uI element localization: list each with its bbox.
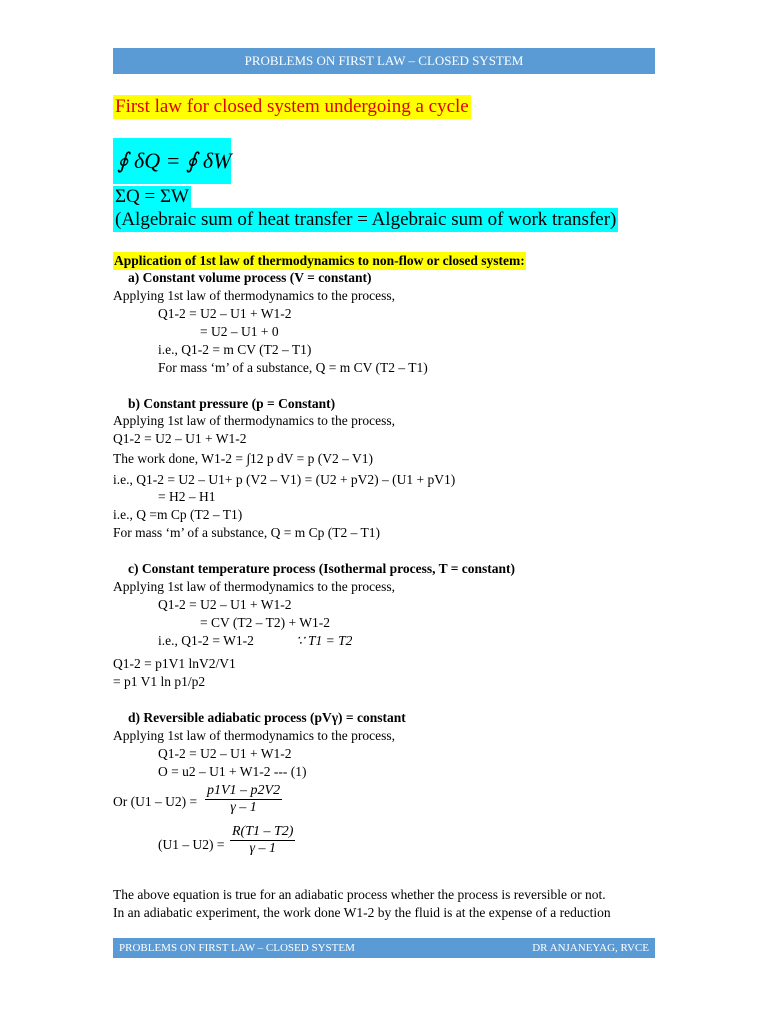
- section-a-line-4: For mass ‘m’ of a substance, Q = m CV (T2 – T1): [158, 360, 428, 375]
- fraction-2-denominator: γ – 1: [249, 841, 276, 856]
- section-d-or-label: Or (U1 – U2) =: [113, 794, 198, 809]
- cycle-integral: [113, 138, 231, 184]
- fraction-2: [230, 824, 295, 857]
- section-c-line-1: Q1-2 = U2 – U1 + W1-2: [158, 597, 292, 612]
- section-d-line-2: O = u2 – U1 + W1-2 --- (1): [158, 764, 307, 779]
- section-c-line-5: Q1-2 = p1V1 lnV2/V1: [113, 656, 236, 671]
- section-c-line-3: i.e., Q1-2 = W1-2: [158, 633, 254, 648]
- section-a-title: a) Constant volume process (V = constant): [128, 270, 372, 285]
- application-title: [113, 252, 526, 270]
- section-b-line-4: = H2 – H1: [158, 489, 216, 504]
- cycle-sum-text: ΣQ = ΣW: [115, 186, 189, 207]
- header-title: PROBLEMS ON FIRST LAW – CLOSED SYSTEM: [244, 53, 524, 68]
- section-b-line-5: i.e., Q =m Cp (T2 – T1): [113, 507, 243, 522]
- section-c-apply: Applying 1st law of thermodynamics to the process,: [113, 579, 395, 594]
- section-c-line-4: ∵ T1 = T2: [296, 633, 353, 648]
- cycle-note: [113, 208, 618, 232]
- section-b-title: b) Constant pressure (p = Constant): [128, 396, 336, 411]
- section-b-line-1: Q1-2 = U2 – U1 + W1-2: [113, 431, 247, 446]
- fraction-1-numerator: p1V1 – p2V2: [207, 783, 281, 798]
- section-b-line-6: For mass ‘m’ of a substance, Q = m Cp (T2 – T1): [113, 525, 380, 540]
- section-d-fraction-1: [205, 783, 282, 816]
- footer-left: PROBLEMS ON FIRST LAW – CLOSED SYSTEM: [119, 942, 355, 954]
- section-c-line-2: = CV (T2 – T2) + W1-2: [200, 615, 330, 630]
- section-d-fraction-2: [230, 824, 295, 857]
- section-d-title: d) Reversible adiabatic process (pVγ) = constant: [128, 710, 406, 725]
- paragraph-line-2: In an adiabatic experiment, the work done W1-2 by the fluid is at the expense of a reduction: [113, 905, 611, 920]
- cycle-integral-text: ∮ δQ = ∮ δW: [117, 148, 232, 173]
- section-d-line-1: Q1-2 = U2 – U1 + W1-2: [158, 746, 292, 761]
- fraction-2-numerator: R(T1 – T2): [232, 824, 294, 839]
- application-title-text: Application of 1st law of thermodynamics to non-flow or closed system:: [114, 253, 525, 268]
- footer-right: DR ANJANEYAG, RVCE: [532, 942, 649, 954]
- section-b-line-3: i.e., Q1-2 = U2 – U1+ p (V2 – V1) = (U2 + pV2) – (U1 + pV1): [113, 472, 456, 487]
- section-a-line-1: Q1-2 = U2 – U1 + W1-2: [158, 306, 292, 321]
- section-heading: [113, 95, 471, 119]
- section-d-apply: Applying 1st law of thermodynamics to the process,: [113, 728, 395, 743]
- footer-banner: [113, 938, 655, 958]
- section-b-apply: Applying 1st law of thermodynamics to the process,: [113, 413, 395, 428]
- section-a-line-2: = U2 – U1 + 0: [200, 324, 279, 339]
- section-d-u-label: (U1 – U2) =: [158, 837, 225, 852]
- paragraph-line-1: The above equation is true for an adiabatic process whether the process is reversible or not.: [113, 887, 606, 902]
- cycle-sum: [113, 186, 191, 208]
- section-b-line-2: The work done, W1-2 = ∫12 p dV = p (V2 – V1): [113, 451, 374, 466]
- section-heading-text: First law for closed system undergoing a cycle: [115, 96, 469, 117]
- fraction-1: [205, 783, 282, 816]
- section-c-line-6: = p1 V1 ln p1/p2: [113, 674, 206, 689]
- section-a-apply: Applying 1st law of thermodynamics to the process,: [113, 288, 395, 303]
- section-c-title: c) Constant temperature process (Isothermal process, T = constant): [128, 561, 516, 576]
- header-banner: [113, 48, 655, 74]
- fraction-1-denominator: γ – 1: [230, 800, 257, 815]
- section-a-line-3: i.e., Q1-2 = m CV (T2 – T1): [158, 342, 312, 357]
- cycle-note-text: (Algebraic sum of heat transfer = Algebraic sum of work transfer): [115, 209, 617, 230]
